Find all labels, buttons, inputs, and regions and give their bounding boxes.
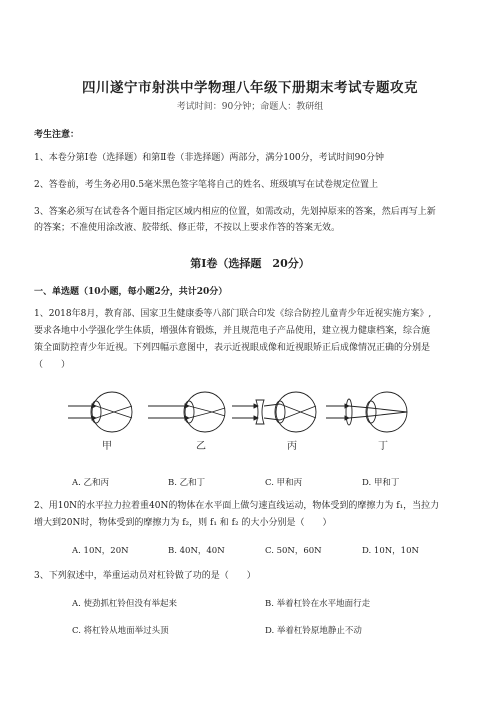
notice-item-3-cont: 的答案；不准使用涂改液、胶带纸、修正带，不按以上要求作答的答案无效。 xyxy=(34,223,341,233)
q1-line-2: 要求各地中小学强化学生体质，增强体育锻炼，并且规范电子产品使用，建立视力健康档案，综合施 xyxy=(34,326,431,336)
q2-option-c[interactable]: C. 50N，60N xyxy=(265,546,322,556)
q2-option-b[interactable]: B. 40N，40N xyxy=(168,546,225,556)
q1-option-b[interactable]: B. 乙和丁 xyxy=(168,478,206,488)
eye-diagrams-figure xyxy=(60,378,440,458)
q3-option-d[interactable]: D. 举着杠铃原地静止不动 xyxy=(265,626,362,636)
exam-meta: 考试时间：90分钟；命题人：教研组 xyxy=(176,102,324,112)
notice-item-2: 2、答卷前，考生务必用0.5毫米黑色签字笔将自己的姓名、班级填写在试卷规定位置上 xyxy=(34,180,379,190)
q2-option-d[interactable]: D. 10N，10N xyxy=(362,546,419,556)
q3-option-b[interactable]: B. 举着杠铃在水平地面行走 xyxy=(265,599,371,609)
eye-diagram-ding xyxy=(326,392,407,432)
page-title: 四川遂宁市射洪中学物理八年级下册期末考试专题攻克 xyxy=(82,80,418,96)
eye-diagram-jia xyxy=(68,392,132,432)
q2-option-a[interactable]: A. 10N，20N xyxy=(72,546,129,556)
eye-diagram-bing xyxy=(232,392,316,432)
section-title: 第Ⅰ卷（选择题 20分） xyxy=(190,257,310,270)
q3-option-a[interactable]: A. 使劲抓杠铃但没有举起来 xyxy=(72,599,178,609)
notice-item-1: 1、本卷分第Ⅰ卷（选择题）和第Ⅱ卷（非选择题）两部分，满分100分，考试时间90分钟 xyxy=(34,153,385,163)
q3-option-c[interactable]: C. 将杠铃从地面举过头顶 xyxy=(72,626,169,636)
q1-option-c[interactable]: C. 甲和丙 xyxy=(265,478,303,488)
q3-line-1: 3、下列叙述中，举重运动员对杠铃做了功的是（ ） xyxy=(34,571,256,581)
q1-option-d[interactable]: D. 甲和丁 xyxy=(362,478,400,488)
q2-line-2: 增大到20N时，物体受到的摩擦力为 f₂，则 f₁ 和 f₂ 的大小分别是（ ） xyxy=(34,518,332,528)
q1-line-1: 1、2018年8月，教育部、国家卫生健康委等八部门联合印发《综合防控儿童青少年近视实施方案》, xyxy=(34,309,432,319)
figure-label-bing: 丙 xyxy=(287,441,297,452)
q1-option-a[interactable]: A. 乙和丙 xyxy=(72,478,110,488)
figure-label-ding: 丁 xyxy=(378,441,388,452)
q1-line-4: （ ） xyxy=(34,360,71,370)
q1-line-3: 策全面防控青少年近视。下列四幅示意图中，表示近视眼成像和近视眼矫正后成像情况正确的分别是 xyxy=(34,343,431,353)
figure-label-jia: 甲 xyxy=(102,441,112,452)
part-heading: 一、单选题（10小题，每小题2分，共计20分） xyxy=(34,287,228,297)
notice-heading: 考生注意： xyxy=(34,130,80,140)
q2-line-1: 2、用10N的水平拉力拉着重40N的物体在水平面上做匀速直线运动，物体受到的摩擦力为 f₁，当拉力 xyxy=(34,501,440,511)
figure-label-yi: 乙 xyxy=(196,441,206,452)
eye-diagram-yi xyxy=(148,392,225,432)
notice-item-3: 3、答案必须写在试卷各个题目指定区域内相应的位置，如需改动，先划掉原来的答案，然后再写上新 xyxy=(34,207,436,217)
